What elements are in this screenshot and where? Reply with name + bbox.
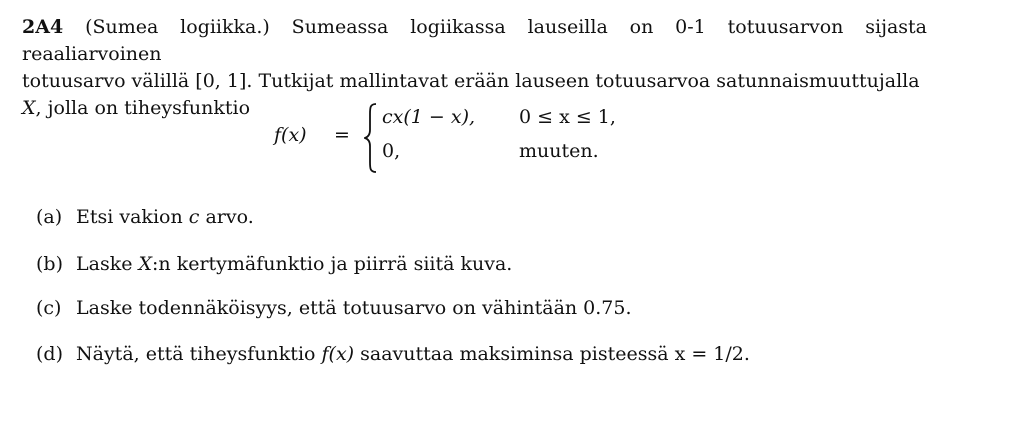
variable-x: X bbox=[22, 97, 36, 119]
case2-condition: muuten. bbox=[519, 140, 599, 162]
part-math: f(x) bbox=[321, 343, 355, 365]
part-d bbox=[36, 343, 750, 365]
part-c bbox=[36, 297, 632, 319]
part-text-post: saavuttaa maksiminsa pisteessä x = 1/2. bbox=[354, 343, 750, 365]
density-function-formula bbox=[274, 98, 734, 178]
case1-condition: 0 ≤ x ≤ 1, bbox=[519, 106, 616, 128]
intro-line-2: totuusarvo välillä [0, 1]. Tutkijat mallintavat erään lauseen totuusarvoa satunnaismuuttujalla bbox=[22, 70, 920, 92]
part-text: Näytä, että tiheysfunktio bbox=[76, 343, 322, 365]
case1-expression: cx(1 − x), bbox=[382, 106, 476, 128]
part-text: Laske bbox=[76, 253, 139, 275]
part-a bbox=[36, 206, 254, 228]
problem-label: 2A4 bbox=[22, 16, 64, 38]
part-b bbox=[36, 253, 512, 275]
part-text-post: arvo. bbox=[199, 206, 254, 228]
part-text: Etsi vakion bbox=[76, 206, 189, 228]
intro-line-1: (Sumea logiikka.) Sumeassa logiikassa lauseilla on 0-1 totuusarvon sijasta reaaliarvoinen bbox=[22, 16, 928, 65]
part-label: (d) bbox=[36, 343, 63, 365]
part-math: X bbox=[138, 253, 153, 275]
case2-expression: 0, bbox=[382, 140, 401, 162]
part-label: (a) bbox=[36, 206, 63, 228]
formula-equals: = bbox=[334, 124, 350, 146]
part-text-post: :n kertymäfunktio ja piirrä siitä kuva. bbox=[152, 253, 513, 275]
part-label: (b) bbox=[36, 253, 63, 275]
formula-lhs: f(x) bbox=[274, 124, 307, 146]
part-text: Laske todennäköisyys, että totuusarvo on vähintään 0.75. bbox=[76, 297, 632, 319]
part-math: c bbox=[188, 206, 200, 228]
left-brace-icon bbox=[364, 102, 378, 174]
part-label: (c) bbox=[36, 297, 62, 319]
intro-line-3: , jolla on tiheysfunktio bbox=[35, 97, 251, 119]
